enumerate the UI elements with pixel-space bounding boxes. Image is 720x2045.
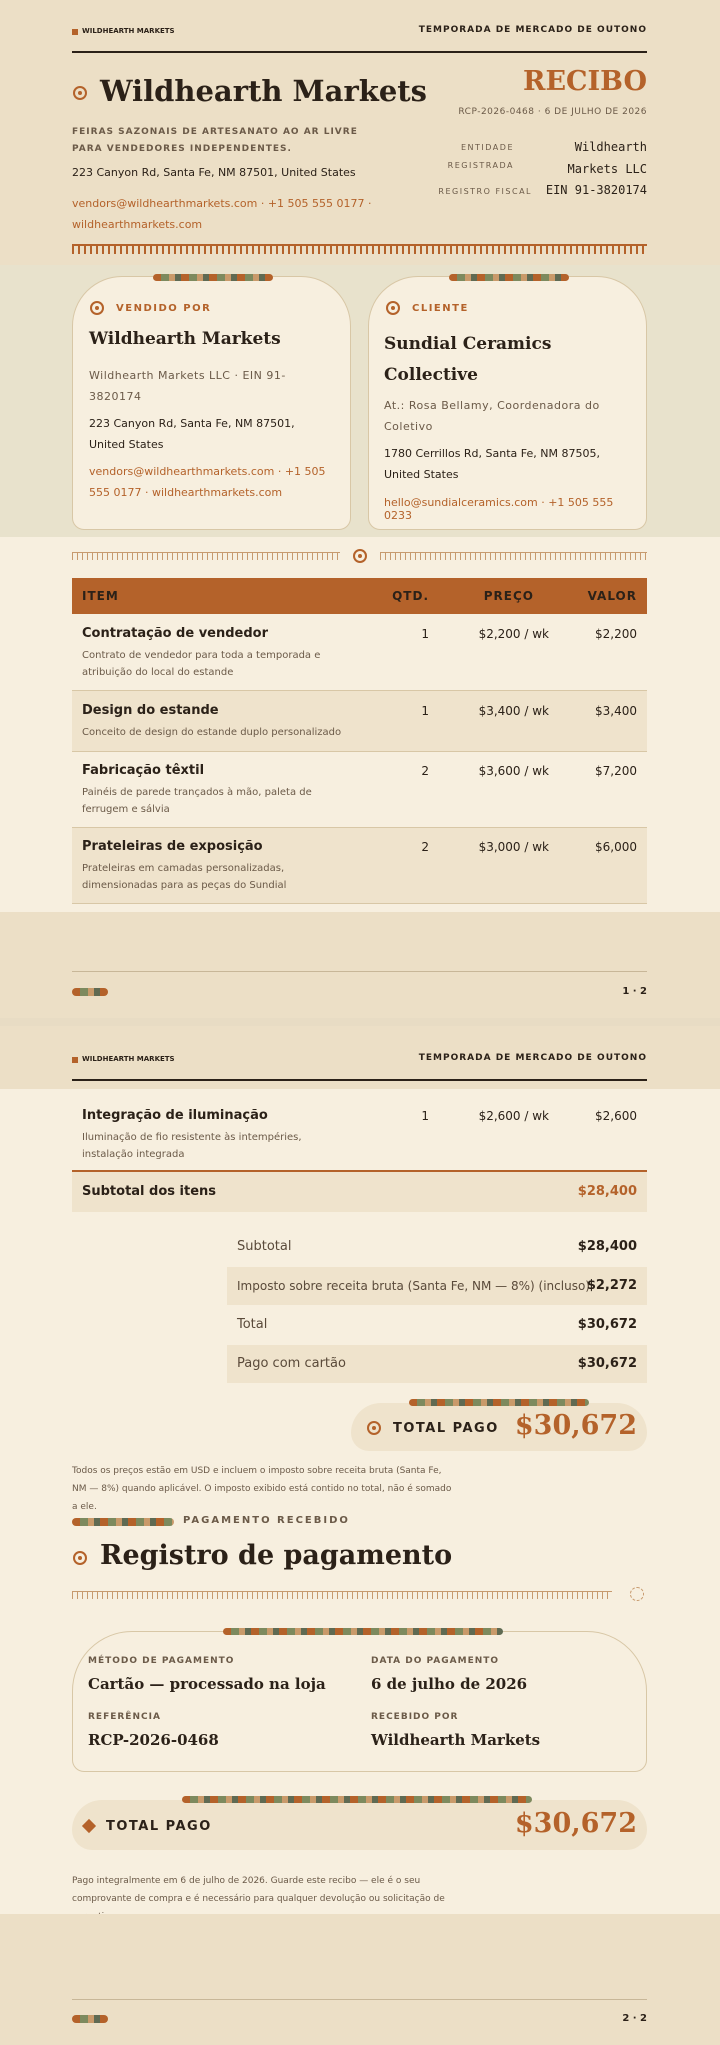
diamond-icon xyxy=(82,1819,96,1833)
item-price: $3,000 / wk xyxy=(478,840,549,854)
sun-icon xyxy=(353,549,367,563)
client-attn: At.: Rosa Bellamy, Coordenadora do Coletivo xyxy=(384,399,600,433)
page-footer-band xyxy=(0,912,720,1018)
tax-note: Todos os preços estão em USD e incluem o imposto sobre receita bruta (Santa Fe, NM — 8%) quando aplicável. O imposto exibido está contido no total, não é somado a ele. xyxy=(72,1466,452,1512)
received-by-label: RECEBIDO POR xyxy=(371,1712,459,1722)
decorative-fringe xyxy=(72,1591,612,1599)
reference-value: RCP-2026-0468 xyxy=(88,1731,219,1749)
footer-stripe xyxy=(72,988,108,996)
table-row xyxy=(72,614,647,691)
card-stripe xyxy=(153,274,273,281)
tax-label: REGISTRO FISCAL xyxy=(438,187,532,196)
entity-label: ENTIDADE REGISTRADA xyxy=(447,143,514,170)
summary-value: $28,400 xyxy=(577,1239,637,1254)
items-table-header xyxy=(72,578,647,614)
item-desc: Prateleiras em camadas personalizadas, dimensionadas para as peças do Sundial xyxy=(82,863,287,891)
payment-total-label: TOTAL PAGO xyxy=(106,1819,212,1834)
decorative-fringe xyxy=(72,552,340,560)
item-desc: Painéis de parede trançados à mão, paleta de ferrugem e sálvia xyxy=(82,787,312,815)
payment-footer-note: Pago integralmente em 6 de julho de 2026. Guarde este recibo — ele é o seu comprovante de compra e é necessário para qualquer devolução ou solicitação de xyxy=(72,1876,445,1904)
company-contact[interactable]: vendors@wildhearthmarkets.com · +1 505 555 0177 · wildhearthmarkets.com xyxy=(72,197,372,231)
items-subtotal-value: $28,400 xyxy=(577,1184,637,1199)
sun-icon xyxy=(73,1551,87,1565)
summary-label: Subtotal xyxy=(237,1239,292,1254)
seller-card xyxy=(72,276,351,530)
page-1 xyxy=(0,0,720,1018)
tax-value: EIN 91-3820174 xyxy=(545,183,647,197)
card-stripe xyxy=(449,274,569,281)
client-card xyxy=(368,276,647,530)
item-price: $3,600 / wk xyxy=(478,764,549,778)
decorative-fringe xyxy=(380,552,647,560)
company-address: 223 Canyon Rd, Santa Fe, NM 87501, United States xyxy=(72,166,356,179)
page-2 xyxy=(0,1026,720,2045)
client-address: 1780 Cerrillos Rd, Santa Fe, NM 87505, United States xyxy=(384,447,600,481)
season-label: TEMPORADA DE MERCADO DE OUTONO xyxy=(418,25,647,35)
sun-icon xyxy=(367,1421,381,1435)
brand-mark-icon xyxy=(72,29,78,35)
item-value: $3,400 xyxy=(595,704,637,718)
decorative-fringe xyxy=(72,244,647,254)
date-value: 6 de julho de 2026 xyxy=(371,1675,528,1693)
item-desc: Iluminação de fio resistente às intempéries, instalação integrada xyxy=(82,1132,302,1160)
doc-ref: RCP-2026-0468 · 6 DE JULHO DE 2026 xyxy=(458,107,647,117)
header-rule xyxy=(72,1079,647,1081)
summary-value: $30,672 xyxy=(577,1356,637,1371)
summary-label: Imposto sobre receita bruta (Santa Fe, NM — 8%) (incluso) xyxy=(237,1279,590,1293)
payment-card xyxy=(72,1631,647,1772)
item-value: $7,200 xyxy=(595,764,637,778)
item-title: Fabricação têxtil xyxy=(82,763,205,778)
payment-eyebrow: PAGAMENTO RECEBIDO xyxy=(183,1515,350,1526)
seller-address: 223 Canyon Rd, Santa Fe, NM 87501, United States xyxy=(89,417,295,451)
summary-value: $2,272 xyxy=(586,1278,637,1293)
seller-contact[interactable]: vendors@wildhearthmarkets.com · +1 505 555 0177 · wildhearthmarkets.com xyxy=(89,465,326,499)
brand-name: WILDHEARTH MARKETS xyxy=(82,1055,175,1063)
payment-total-pill xyxy=(72,1800,647,1850)
item-title: Contratação de vendedor xyxy=(82,626,269,641)
item-qty: 1 xyxy=(421,627,429,641)
item-qty: 2 xyxy=(421,840,429,854)
section-stripe xyxy=(72,1518,174,1526)
total-paid-label: TOTAL PAGO xyxy=(393,1421,499,1436)
col-price: PREÇO xyxy=(483,589,534,603)
received-by-value: Wildhearth Markets xyxy=(371,1731,541,1749)
entity-value: Wildhearth Markets LLC xyxy=(567,140,647,176)
item-title: Prateleiras de exposição xyxy=(82,839,263,854)
footer-rule xyxy=(72,1999,647,2000)
item-desc: Contrato de vendedor para toda a temporada e atribuição do local do estande xyxy=(82,650,321,678)
item-qty: 1 xyxy=(421,704,429,718)
tagline: FEIRAS SAZONAIS DE ARTESANATO AO AR LIVRE PARA VENDEDORES INDEPENDENTES. xyxy=(72,127,358,154)
date-label: DATA DO PAGAMENTO xyxy=(371,1656,500,1666)
summary-row xyxy=(227,1267,647,1305)
col-item: ITEM xyxy=(82,589,119,603)
doc-title: RECIBO xyxy=(523,66,647,97)
client-contact[interactable]: hello@sundialceramics.com · +1 505 555 0233 xyxy=(384,496,614,522)
method-label: MÉTODO DE PAGAMENTO xyxy=(88,1656,235,1666)
payment-total-value: $30,672 xyxy=(514,1808,637,1839)
summary-row xyxy=(227,1345,647,1383)
method-value: Cartão — processado na loja xyxy=(88,1675,326,1693)
item-title: Design do estande xyxy=(82,703,219,718)
summary-label: Pago com cartão xyxy=(237,1356,346,1371)
brand-name: WILDHEARTH MARKETS xyxy=(82,27,175,35)
reference-label: REFERÊNCIA xyxy=(88,1712,161,1722)
card-stripe xyxy=(223,1628,503,1635)
table-row xyxy=(72,828,647,904)
sun-icon xyxy=(386,301,400,315)
seller-legal: Wildhearth Markets LLC · EIN 91-3820174 xyxy=(89,369,286,403)
company-title: Wildhearth Markets xyxy=(100,74,427,108)
item-value: $2,200 xyxy=(595,627,637,641)
client-label: CLIENTE xyxy=(412,303,469,314)
summary-label: Total xyxy=(237,1317,268,1332)
sun-outline-icon xyxy=(630,1587,644,1601)
item-desc: Conceito de design do estande duplo personalizado xyxy=(82,727,342,738)
page-number: 1 · 2 xyxy=(622,986,647,997)
summary-row xyxy=(227,1306,647,1344)
item-value: $2,600 xyxy=(595,1109,637,1123)
item-title: Integração de iluminação xyxy=(82,1108,268,1123)
item-price: $2,600 / wk xyxy=(478,1109,549,1123)
total-paid-pill xyxy=(351,1403,647,1451)
col-value: VALOR xyxy=(587,589,637,603)
sun-icon xyxy=(73,86,87,100)
footer-rule xyxy=(72,971,647,972)
seller-name: Wildhearth Markets xyxy=(89,329,281,349)
col-qty: QTD. xyxy=(392,589,429,603)
seller-label: VENDIDO POR xyxy=(116,303,212,314)
sun-icon xyxy=(90,301,104,315)
brand-mark-icon xyxy=(72,1057,78,1063)
page-footer-band xyxy=(0,1914,720,2045)
items-subtotal-row xyxy=(72,1172,647,1212)
item-price: $2,200 / wk xyxy=(478,627,549,641)
header-rule xyxy=(72,51,647,53)
table-row xyxy=(72,691,647,752)
pill-stripe xyxy=(409,1399,589,1406)
items-subtotal-label: Subtotal dos itens xyxy=(82,1184,217,1199)
page-number: 2 · 2 xyxy=(622,2013,647,2024)
summary-value: $30,672 xyxy=(577,1317,637,1332)
summary-row xyxy=(227,1228,647,1266)
payment-title: Registro de pagamento xyxy=(100,1540,453,1571)
footer-stripe xyxy=(72,2015,108,2023)
pill-stripe xyxy=(182,1796,532,1803)
client-name: Sundial Ceramics Collective xyxy=(384,334,552,385)
item-price: $3,400 / wk xyxy=(478,704,549,718)
item-value: $6,000 xyxy=(595,840,637,854)
item-qty: 1 xyxy=(421,1109,429,1123)
table-row xyxy=(72,1096,647,1172)
table-row xyxy=(72,752,647,828)
season-label: TEMPORADA DE MERCADO DE OUTONO xyxy=(418,1053,647,1063)
total-paid-value: $30,672 xyxy=(514,1410,637,1441)
item-qty: 2 xyxy=(421,764,429,778)
